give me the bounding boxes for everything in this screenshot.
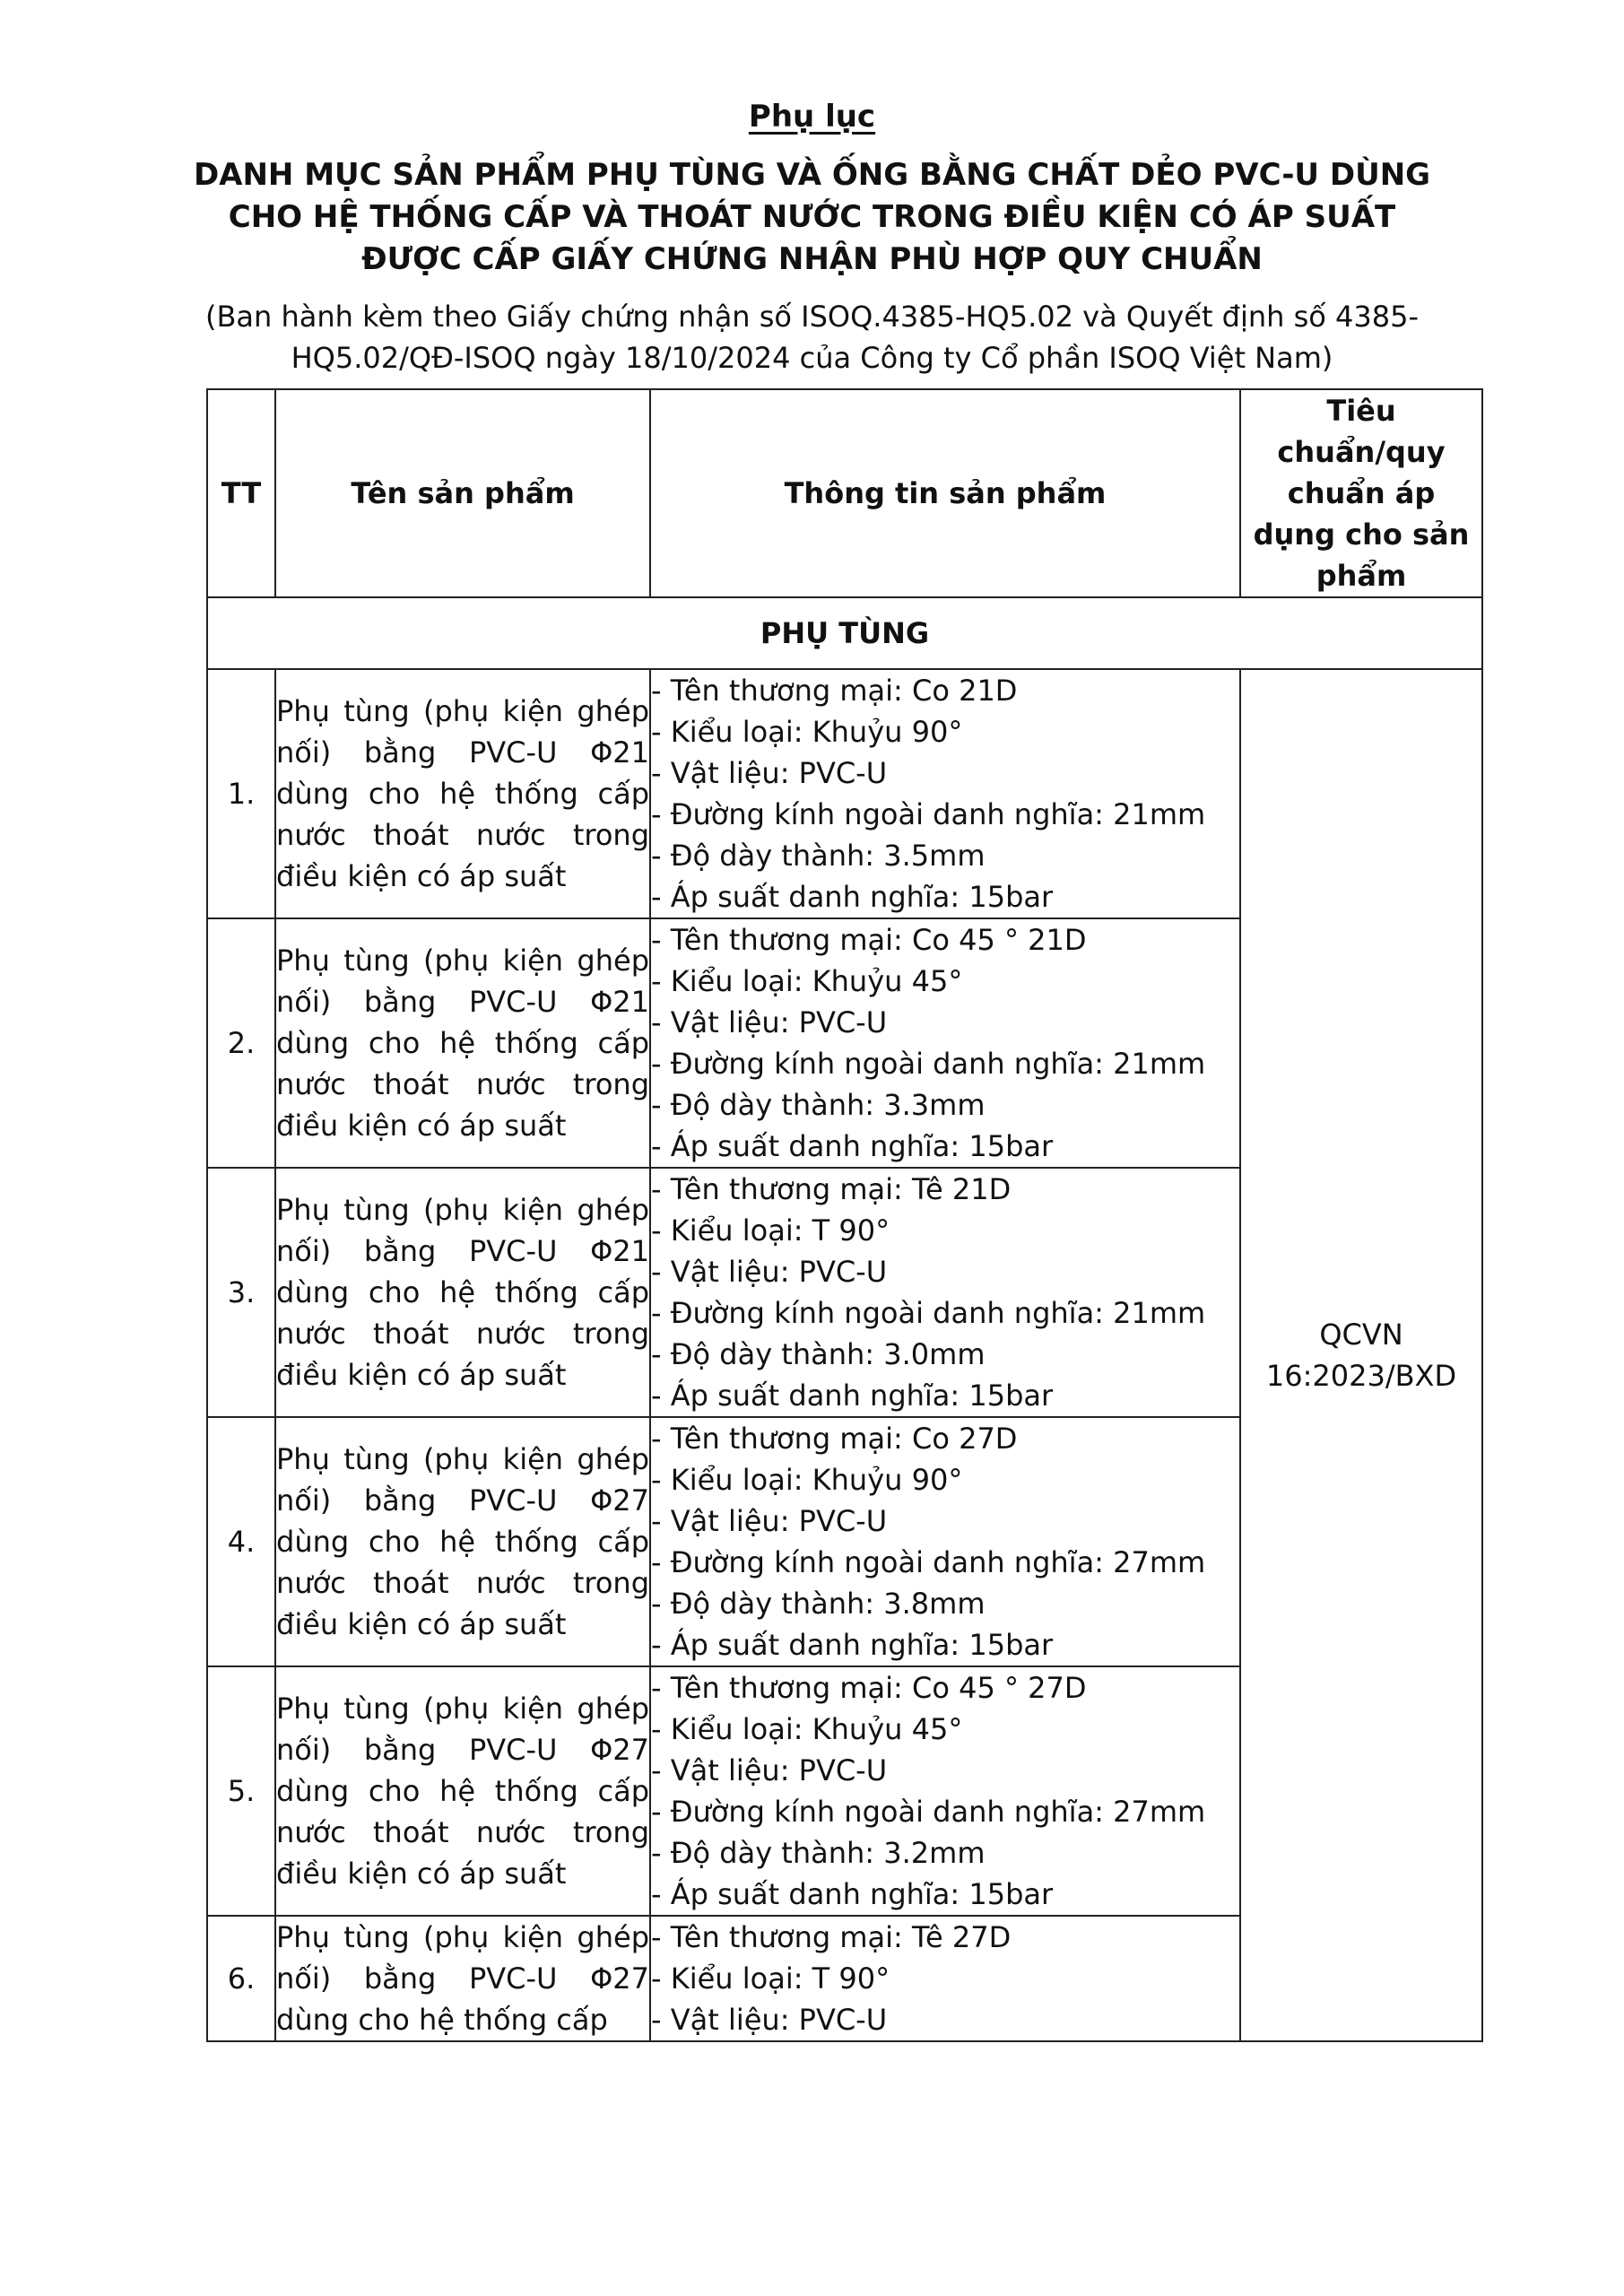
info-line: - Áp suất danh nghĩa: 15bar	[651, 1129, 1054, 1163]
title-line-2: CHO HỆ THỐNG CẤP VÀ THOÁT NƯỚC TRONG ĐIỀU KIỆN CÓ ÁP SUẤT	[228, 199, 1396, 235]
standard-line-1: QCVN	[1319, 1318, 1403, 1352]
product-info	[650, 1916, 1240, 2041]
info-line: - Độ dày thành: 3.8mm	[651, 1587, 986, 1621]
row-number: 5.	[207, 1666, 275, 1916]
info-line: - Đường kính ngoài danh nghĩa: 27mm	[651, 1795, 1206, 1829]
info-line: - Kiểu loại: Khuỷu 45°	[651, 964, 963, 998]
product-info	[650, 1168, 1240, 1417]
info-line: - Vật liệu: PVC-U	[651, 2003, 888, 2037]
subtitle-line-1: (Ban hành kèm theo Giấy chứng nhận số ISOQ.4385-HQ5.02 và Quyết định số 4385-	[204, 300, 1419, 334]
appendix-label: Phụ lục	[748, 99, 876, 135]
product-name: Phụ tùng (phụ kiện ghép nối) bằng PVC-U Φ27 dùng cho hệ thống cấp	[275, 1916, 650, 2041]
info-line: - Đường kính ngoài danh nghĩa: 21mm	[651, 1296, 1206, 1330]
col-header-standard: Tiêu chuẩn/quy chuẩn áp dụng cho sản phẩm	[1240, 389, 1482, 597]
table-row	[207, 669, 1482, 918]
info-line: - Độ dày thành: 3.5mm	[651, 839, 986, 873]
product-name: Phụ tùng (phụ kiện ghép nối) bằng PVC-U Φ27 dùng cho hệ thống cấp nước thoát nước trong điều kiện có áp suất	[275, 1666, 650, 1916]
title-line-1: DANH MỤC SẢN PHẨM PHỤ TÙNG VÀ ỐNG BẰNG CHẤT DẺO PVC-U DÙNG	[193, 157, 1431, 193]
info-line: - Áp suất danh nghĩa: 15bar	[651, 1877, 1054, 1911]
info-line: - Đường kính ngoài danh nghĩa: 21mm	[651, 1047, 1206, 1081]
row-number: 3.	[207, 1168, 275, 1417]
standard-line-2: 16:2023/BXD	[1265, 1359, 1457, 1393]
info-line: - Tên thương mại: Tê 27D	[651, 1920, 1012, 1954]
info-line: - Kiểu loại: Khuỷu 45°	[651, 1712, 963, 1746]
info-line: - Kiểu loại: Khuỷu 90°	[651, 1463, 963, 1497]
info-line: - Tên thương mại: Co 45 ° 27D	[651, 1671, 1087, 1705]
table-header-row	[207, 389, 1482, 597]
standard-cell	[1240, 669, 1482, 2041]
product-name: Phụ tùng (phụ kiện ghép nối) bằng PVC-U Φ21 dùng cho hệ thống cấp nước thoát nước trong điều kiện có áp suất	[275, 669, 650, 918]
product-info	[650, 1666, 1240, 1916]
info-line: - Áp suất danh nghĩa: 15bar	[651, 880, 1054, 914]
info-line: - Tên thương mại: Co 27D	[651, 1422, 1018, 1456]
info-line: - Vật liệu: PVC-U	[651, 1255, 888, 1289]
info-line: - Kiểu loại: Khuỷu 90°	[651, 715, 963, 749]
col-header-tt: TT	[207, 389, 275, 597]
subtitle-line-2: HQ5.02/QĐ-ISOQ ngày 18/10/2024 của Công ty Cổ phần ISOQ Việt Nam)	[291, 341, 1333, 375]
product-name: Phụ tùng (phụ kiện ghép nối) bằng PVC-U Φ21 dùng cho hệ thống cấp nước thoát nước trong điều kiện có áp suất	[275, 1168, 650, 1417]
title-line-3: ĐƯỢC CẤP GIẤY CHỨNG NHẬN PHÙ HỢP QUY CHUẨN	[361, 241, 1263, 277]
col-header-product-info: Thông tin sản phẩm	[650, 389, 1240, 597]
row-number: 2.	[207, 918, 275, 1168]
info-line: - Tên thương mại: Tê 21D	[651, 1172, 1012, 1206]
product-info	[650, 1417, 1240, 1666]
info-line: - Kiểu loại: T 90°	[651, 1961, 890, 1996]
row-number: 1.	[207, 669, 275, 918]
info-line: - Độ dày thành: 3.2mm	[651, 1836, 986, 1870]
row-number: 4.	[207, 1417, 275, 1666]
product-name: Phụ tùng (phụ kiện ghép nối) bằng PVC-U Φ27 dùng cho hệ thống cấp nước thoát nước trong điều kiện có áp suất	[275, 1417, 650, 1666]
info-line: - Đường kính ngoài danh nghĩa: 27mm	[651, 1545, 1206, 1579]
info-line: - Tên thương mại: Co 45 ° 21D	[651, 923, 1087, 957]
section-title: PHỤ TÙNG	[207, 597, 1482, 669]
product-name: Phụ tùng (phụ kiện ghép nối) bằng PVC-U Φ21 dùng cho hệ thống cấp nước thoát nước trong điều kiện có áp suất	[275, 918, 650, 1168]
info-line: - Vật liệu: PVC-U	[651, 1753, 888, 1787]
info-line: - Vật liệu: PVC-U	[651, 1504, 888, 1538]
col-header-product-name: Tên sản phẩm	[275, 389, 650, 597]
section-row	[207, 597, 1482, 669]
info-line: - Áp suất danh nghĩa: 15bar	[651, 1628, 1054, 1662]
product-info	[650, 918, 1240, 1168]
info-line: - Vật liệu: PVC-U	[651, 1005, 888, 1039]
product-info	[650, 669, 1240, 918]
info-line: - Vật liệu: PVC-U	[651, 756, 888, 790]
info-line: - Độ dày thành: 3.3mm	[651, 1088, 986, 1122]
info-line: - Đường kính ngoài danh nghĩa: 21mm	[651, 797, 1206, 831]
info-line: - Kiểu loại: T 90°	[651, 1213, 890, 1248]
info-line: - Độ dày thành: 3.0mm	[651, 1337, 986, 1371]
product-table	[206, 388, 1483, 2042]
info-line: - Áp suất danh nghĩa: 15bar	[651, 1378, 1054, 1413]
info-line: - Tên thương mại: Co 21D	[651, 674, 1018, 708]
row-number: 6.	[207, 1916, 275, 2041]
